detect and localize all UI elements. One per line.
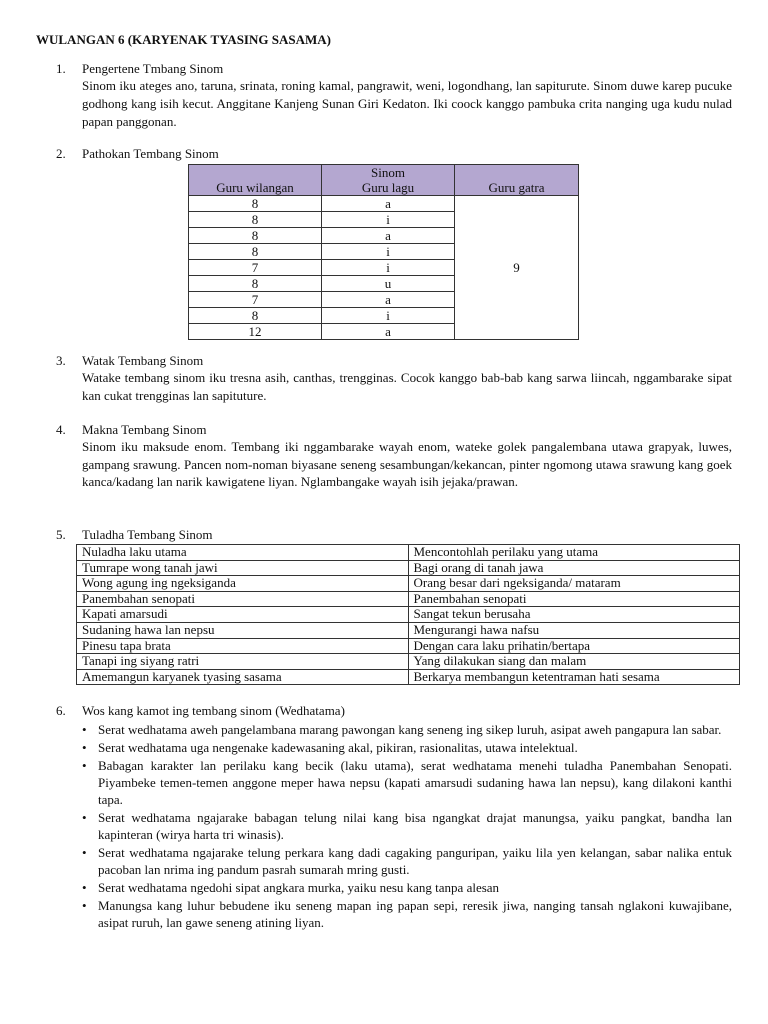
table-caption: Sinom [371,165,405,180]
bullet-icon: • [82,898,87,913]
table-row [77,654,740,670]
guru-lagu-cell: i [322,244,455,260]
javanese-line-cell: Amemangun karyanek tyasing sasama [77,669,409,685]
translation-cell: Yang dilakukan siang dan malam [408,654,740,670]
list-item-text: Serat wedhatama ngedohi sipat angkara murka, yaiku nesu kang tanpa alesan [98,880,500,895]
guru-gatra-cell: 9 [455,196,579,340]
guru-wilangan-cell: 7 [189,260,322,276]
col-header-label: Guru gatra [488,180,545,195]
guru-wilangan-cell: 8 [189,196,322,212]
section-number: 3. [56,353,66,368]
javanese-line-cell: Tanapi ing siyang ratri [77,654,409,670]
section-heading: Pathokan Tembang Sinom [82,146,219,161]
list-item [82,897,732,931]
translation-cell: Mengurangi hawa nafsu [408,622,740,638]
translation-cell: Dengan cara laku prihatin/bertapa [408,638,740,654]
bullet-icon: • [82,758,87,773]
table-row [77,560,740,576]
bullet-icon: • [82,740,87,755]
list-item-text: Serat wedhatama aweh pangelambana marang pawongan kang seneng ing sikep luruh, asipat aweh pangapura lan sabar. [98,722,722,737]
translation-cell: Mencontohlah perilaku yang utama [408,545,740,561]
guru-lagu-cell: a [322,324,455,340]
col-guru-lagu [322,165,455,196]
guru-wilangan-cell: 8 [189,212,322,228]
guru-lagu-cell: i [322,260,455,276]
guru-lagu-cell: u [322,276,455,292]
section-heading: Wos kang kamot ing tembang sinom (Wedhatama) [82,703,345,718]
javanese-line-cell: Panembahan senopati [77,591,409,607]
translation-cell: Orang besar dari ngeksiganda/ mataram [408,576,740,592]
translation-cell: Sangat tekun berusaha [408,607,740,623]
list-item-text: Serat wedhatama ngajarake telung perkara kang dadi cagaking panguripan, yaiku lila yen kelangan, sabar nalika entuk pacoban lan nrima ing pandum pasrah sumarah mring gusti. [98,845,732,877]
section-number: 4. [56,422,66,437]
section-number: 5. [56,527,66,542]
list-item [82,879,732,896]
list-item [82,844,732,878]
table-row [77,607,740,623]
tuladha-table [76,544,740,685]
section-makna [56,422,732,491]
section-wos [56,703,732,719]
table-row [77,669,740,685]
section-heading: Makna Tembang Sinom [82,422,207,437]
guru-wilangan-cell: 8 [189,228,322,244]
list-item-text: Serat wedhatama uga nengenake kadewasaning akal, pikiran, rasionalitas, utawa intelektual. [98,740,578,755]
bullet-icon: • [82,722,87,737]
section-heading: Watak Tembang Sinom [82,353,204,368]
javanese-line-cell: Nuladha laku utama [77,545,409,561]
translation-cell: Panembahan senopati [408,591,740,607]
col-guru-wilangan [189,165,322,196]
section-number: 1. [56,61,66,76]
javanese-line-cell: Wong agung ing ngeksiganda [77,576,409,592]
guru-lagu-cell: i [322,212,455,228]
section-heading: Pengertene Tmbang Sinom [82,61,224,76]
guru-wilangan-cell: 8 [189,276,322,292]
section-pengertene [56,61,732,131]
section-pathokan [56,146,732,162]
section-paragraph: Sinom iku maksude enom. Tembang iki nggambarake wayah enom, wateke golek pangalembana utawa grapyak, luwes, gampang srawung. Pancen nom-noman biyasane seneng sesambungan/kekancan, pinter ngomong utawa srawung kang goek kanca/kadang lan narik kawigatene liyan. Nglambangake wayah isih jejaka/prawan. [82,439,732,489]
guru-wilangan-cell: 8 [189,244,322,260]
col-header-label: Guru lagu [361,180,415,195]
list-item [82,721,732,738]
table-row [77,591,740,607]
list-item-text: Manungsa kang luhur bebudene iku seneng mapan ing papan sepi, reresik jiwa, nanging tansah nglakoni kuwajibane, asipat ruruh, lan gawe seneng atining liyan. [98,898,732,930]
bullet-icon: • [82,810,87,825]
section-tuladha [56,527,732,543]
table-row [77,576,740,592]
guru-lagu-cell: a [322,228,455,244]
section-paragraph: Sinom iku ateges ano, taruna, srinata, roning kamal, pangrawit, weni, logondhang, lan sapiturute. Sinom duwe karep pucuke godhong kang isih kecut. Anggitane Kanjeng Sunan Giri Kedaton. Iki coock kanggo pambuka crita nanging uga kudu nulad papan panggonan. [82,78,732,129]
table-row [77,638,740,654]
col-header-label: Guru wilangan [216,180,294,195]
section-paragraph: Watake tembang sinom iku tresna asih, canthas, trengginas. Cocok kanggo bab-bab kang sarwa liincah, nggambarake sipat kan cukat trengginas lan sapituture. [82,370,732,403]
bullet-icon: • [82,880,87,895]
table-row [189,196,579,212]
list-item-text: Serat wedhatama ngajarake babagan telung nilai kang bisa ngangkat drajat manungsa, yaiku pangkat, bandha lan kapinteran (wirya harta tri winasis). [98,810,732,842]
guru-wilangan-cell: 7 [189,292,322,308]
translation-cell: Berkarya membangun ketentraman hati sesama [408,669,740,685]
pathokan-table [188,164,579,340]
bullet-icon: • [82,845,87,860]
section-watak [56,353,732,405]
list-item [82,809,732,843]
javanese-line-cell: Pinesu tapa brata [77,638,409,654]
javanese-line-cell: Kapati amarsudi [77,607,409,623]
section-number: 2. [56,146,66,161]
table-row [77,622,740,638]
table-row [77,545,740,561]
page-title: WULANGAN 6 (KARYENAK TYASING SASAMA) [36,32,331,47]
guru-wilangan-cell: 12 [189,324,322,340]
col-guru-gatra [455,165,579,196]
list-item-text: Babagan karakter lan perilaku kang becik (laku utama), serat wedhatama menehi tuladha Panembahan Senopati. Piyambeke temen-temen anggone meper hawa nepsu (kapati amarsudi sudaning hawa lan nepsu), kang dilakoni kanthi tapa. [98,758,732,807]
section-heading: Tuladha Tembang Sinom [82,527,213,542]
guru-lagu-cell: a [322,196,455,212]
translation-cell: Bagi orang di tanah jawa [408,560,740,576]
section-number: 6. [56,703,66,718]
guru-lagu-cell: i [322,308,455,324]
wos-list [82,721,732,931]
guru-wilangan-cell: 8 [189,308,322,324]
javanese-line-cell: Tumrape wong tanah jawi [77,560,409,576]
list-item [82,757,732,808]
javanese-line-cell: Sudaning hawa lan nepsu [77,622,409,638]
guru-lagu-cell: a [322,292,455,308]
list-item [82,739,732,756]
